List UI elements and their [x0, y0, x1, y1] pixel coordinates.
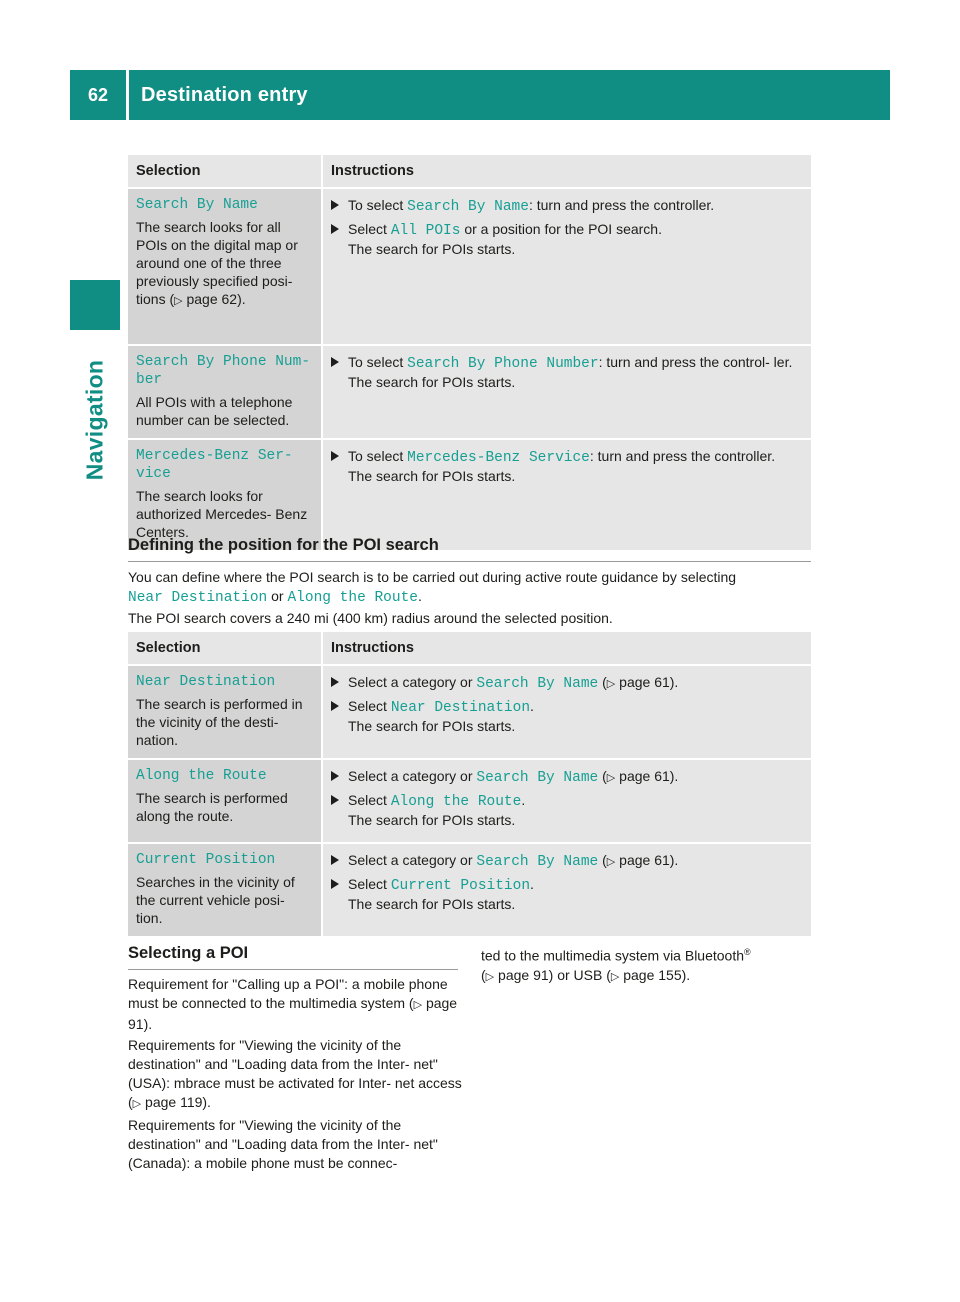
page-ref: page 62).: [186, 291, 246, 307]
table-row: [128, 344, 811, 438]
page-ref-icon: ▷: [606, 856, 616, 868]
table-row: [128, 187, 811, 344]
table-row: [128, 842, 811, 936]
requirement-paragraph: ted to the multimedia system via Bluetooth® (▷ page 91) or USB (▷ page 155).: [481, 947, 751, 983]
side-tab-marker: [70, 280, 120, 330]
requirement-paragraph: Requirements for "Viewing the vicinity of the destination" and "Loading data from the Inter- net" (USA): mbrace must be activated for Inter- net access (▷ page 119).: [128, 1037, 462, 1110]
instruction-result: The search for POIs starts.: [348, 896, 516, 912]
step-arrow-icon: [331, 879, 339, 889]
instruction-result: The search for POIs starts.: [348, 374, 516, 390]
selection-description: Searches in the vicinity of the current vehicle posi- tion.: [136, 874, 295, 926]
instruction-step: Select a category or Search By Name (▷ page 61).: [331, 851, 804, 871]
instruction-step: Select a category or Search By Name (▷ page 61).: [331, 673, 804, 693]
section-paragraph: You can define where the POI search is to be carried out during active route guidance by selecting Near Destination or Along the Route.: [128, 569, 737, 606]
selection-description: The search is performed in the vicinity of the desti- nation.: [136, 696, 303, 748]
page-ref-icon: ▷: [132, 1098, 142, 1110]
selection-label: Current Position: [136, 852, 276, 868]
side-tab-label: Navigation: [81, 359, 108, 481]
instruction-step: Select Current Position.: [331, 875, 804, 895]
instruction-result: The search for POIs starts.: [348, 468, 516, 484]
instruction-step: Select Near Destination.: [331, 697, 804, 717]
requirement-paragraph: Requirement for "Calling up a POI": a mobile phone must be connected to the multimedia system (▷ page 91).: [128, 976, 458, 1032]
page-ref-icon: ▷: [413, 999, 423, 1011]
table-row: [128, 438, 811, 550]
selection-description: All POIs with a telephone number can be selected.: [136, 394, 293, 428]
instruction-step: Select All POIs or a position for the POI search.: [331, 220, 804, 240]
step-arrow-icon: [331, 357, 339, 367]
step-arrow-icon: [331, 677, 339, 687]
instruction-result: The search for POIs starts.: [348, 241, 516, 257]
side-tab: [70, 340, 120, 500]
section-heading: Defining the position for the POI search: [128, 536, 811, 562]
section-paragraph: The POI search covers a 240 mi (400 km) radius around the selected position.: [128, 610, 613, 626]
selection-label: Near Destination: [136, 674, 276, 690]
step-arrow-icon: [331, 795, 339, 805]
page-number: 62: [70, 70, 126, 120]
page-ref-icon: ▷: [174, 295, 183, 307]
table-header-instructions: Instructions: [323, 155, 811, 187]
table-row: [128, 758, 811, 842]
step-arrow-icon: [331, 771, 339, 781]
selection-label: Search By Name: [136, 197, 258, 213]
table-header-instructions: Instructions: [323, 632, 811, 664]
section-heading: Selecting a POI: [128, 944, 458, 970]
selection-label: Along the Route: [136, 768, 267, 784]
step-arrow-icon: [331, 451, 339, 461]
chapter-title: Destination entry: [129, 70, 890, 120]
instruction-step: To select Mercedes-Benz Service: turn and press the controller.: [331, 447, 804, 467]
instruction-result: The search for POIs starts.: [348, 812, 516, 828]
right-column-text: [481, 943, 811, 989]
page-ref-icon: ▷: [485, 970, 495, 983]
poi-search-type-table: [128, 155, 811, 550]
step-arrow-icon: [331, 224, 339, 234]
selection-description: The search looks for all POIs on the digital map or around one of the three previously specified posi- tions (: [136, 219, 298, 307]
left-column-text: [128, 975, 463, 1175]
selection-description: The search is performed along the route.: [136, 790, 288, 824]
selection-description: The search looks for authorized Mercedes- Benz Centers.: [136, 488, 308, 540]
step-arrow-icon: [331, 200, 339, 210]
instruction-result: The search for POIs starts.: [348, 718, 516, 734]
selection-label: Search By Phone Num‐ ber: [136, 354, 311, 388]
step-arrow-icon: [331, 701, 339, 711]
page-ref-icon: ▷: [606, 772, 616, 784]
instruction-step: To select Search By Phone Number: turn and press the control- ler.: [331, 353, 804, 373]
step-arrow-icon: [331, 855, 339, 865]
table-header-selection: Selection: [128, 155, 323, 187]
table-header-selection: Selection: [128, 632, 323, 664]
instruction-step: To select Search By Name: turn and press the controller.: [331, 196, 804, 216]
page-ref-icon: ▷: [610, 970, 620, 983]
instruction-step: Select Along the Route.: [331, 791, 804, 811]
table-row: [128, 664, 811, 758]
page-ref-icon: ▷: [606, 678, 616, 690]
poi-position-table: [128, 632, 811, 936]
requirement-paragraph: Requirements for "Viewing the vicinity of the destination" and "Loading data from the Inter- net" (Canada): a mobile phone must be connec-: [128, 1117, 438, 1171]
selection-label: Mercedes-Benz Ser‐ vice: [136, 448, 293, 482]
instruction-step: Select a category or Search By Name (▷ page 61).: [331, 767, 804, 787]
